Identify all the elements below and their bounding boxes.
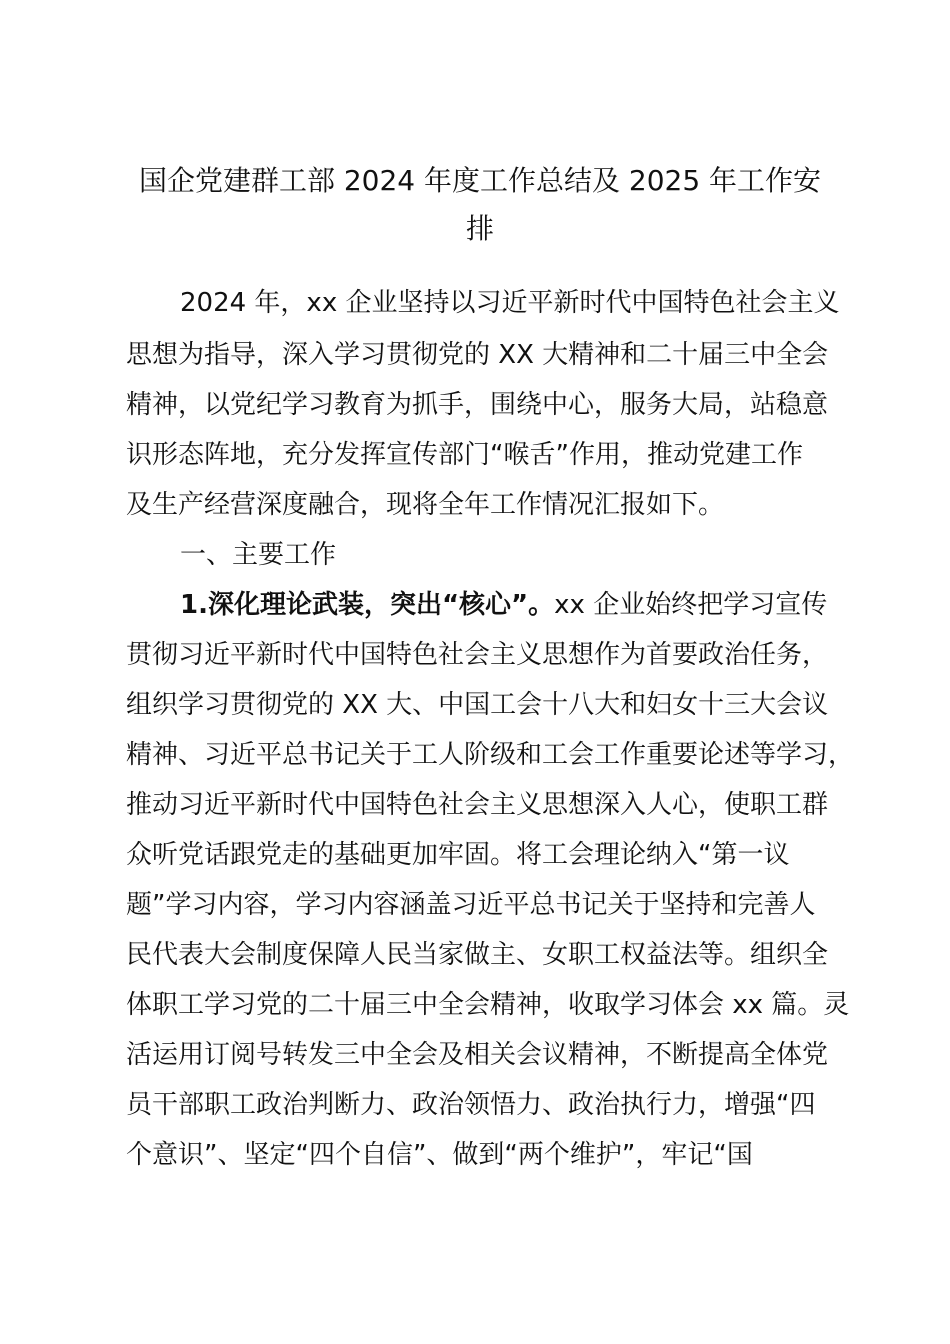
intro-line-5: 及生产经营深度融合，现将全年工作情况汇报如下。: [126, 490, 725, 520]
item1-line-4: 精神、习近平总书记关于工人阶级和工会工作重要论述等学习，: [126, 740, 855, 770]
item1-line-9: 体职工学习党的二十届三中全会精神，收取学习体会 xx 篇。灵: [126, 990, 850, 1020]
item1-line-7: 题”学习内容，学习内容涵盖习近平总书记关于坚持和完善人: [126, 890, 816, 920]
intro-line-2: 思想为指导，深入学习贯彻党的 XX 大精神和二十届三中全会: [126, 340, 829, 370]
item1-first-line: [180, 588, 827, 622]
document-title-line-1: 国企党建群工部 2024 年度工作总结及 2025 年工作安: [138, 164, 822, 197]
item1-line-6: 众听党话跟党走的基础更加牢固。将工会理论纳入“第一议: [126, 840, 790, 870]
item1-line-3: 组织学习贯彻党的 XX 大、中国工会十八大和妇女十三大会议: [126, 690, 829, 720]
item1-line-11: 员干部职工政治判断力、政治领悟力、政治执行力，增强“四: [126, 1090, 816, 1120]
item1-line-10: 活运用订阅号转发三中全会及相关会议精神，不断提高全体党: [126, 1040, 829, 1070]
intro-line-4: 识形态阵地，充分发挥宣传部门“喉舌”作用，推动党建工作: [126, 440, 803, 470]
item1-line-2: 贯彻习近平新时代中国特色社会主义思想作为首要政治任务，: [126, 640, 829, 670]
item1-bold-lead: 1.深化理论武装，突出“核心”。: [180, 590, 555, 620]
document-title-line-2: 排: [465, 212, 494, 245]
intro-line-3: 精神，以党纪学习教育为抓手，围绕中心，服务大局，站稳意: [126, 390, 829, 420]
section-heading: 一、主要工作: [180, 540, 337, 570]
intro-line-1: 2024 年，xx 企业坚持以习近平新时代中国特色社会主义: [180, 288, 840, 318]
item1-line-5: 推动习近平新时代中国特色社会主义思想深入人心，使职工群: [126, 790, 829, 820]
item1-first-line-rest: xx 企业始终把学习宣传: [554, 590, 828, 620]
item1-line-12: 个意识”、坚定“四个自信”、做到“两个维护”，牢记“国: [126, 1140, 753, 1170]
item1-line-8: 民代表大会制度保障人民当家做主、女职工权益法等。组织全: [126, 940, 829, 970]
